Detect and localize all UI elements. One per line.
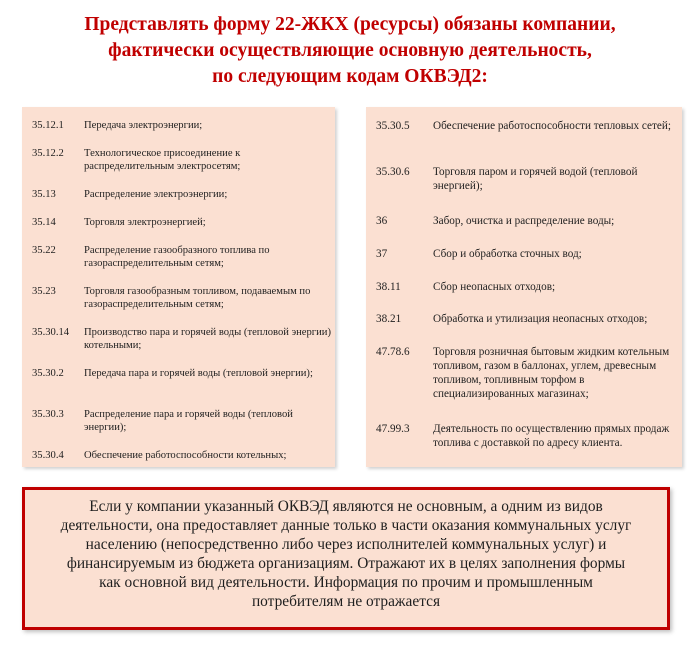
okved-description: Распределение пара и горячей воды (тепловой энергии); [84, 409, 293, 433]
okved-description: Распределение электроэнергии; [84, 189, 228, 200]
okved-code: 47.99.3 [376, 423, 410, 435]
okved-code: 35.12.1 [32, 120, 64, 131]
okved-description: Забор, очистка и распределение воды; [433, 215, 615, 227]
okved-description: Производство пара и горячей воды (тепловой энергии) котельными; [84, 327, 332, 351]
okved-code: 35.30.6 [376, 166, 410, 178]
note-line: Если у компании указанный ОКВЭД являются не основным, а одним из видов [89, 498, 603, 515]
note-line: деятельности, она предоставляет данные только в части оказания коммунальных услуг [60, 517, 632, 534]
note-line: как основной вид деятельности. Информация по прочим и промышленным [99, 574, 593, 591]
okved-description: Деятельность по осуществлению прямых продаж топлива с доставкой по адресу клиента. [433, 423, 670, 449]
title-line-2: фактически осуществляющие основную деятельность, [108, 40, 592, 61]
okved-code: 35.30.5 [376, 120, 410, 132]
okved-code: 36 [376, 215, 388, 227]
okved-code: 35.22 [32, 245, 56, 256]
okved-code: 35.12.2 [32, 148, 64, 159]
note-line: финансируемым из бюджета организациям. Отражают их в целях заполнения формы [66, 555, 626, 572]
okved-description: Распределение газообразного топлива по газораспределительным сетям; [84, 245, 270, 269]
info-note-text [25, 497, 667, 611]
okved-description: Сбор неопасных отходов; [433, 281, 556, 293]
note-line: населению (непосредственно либо через исполнителей коммунальных услуг) и [85, 536, 607, 553]
okved-list-right [366, 107, 682, 467]
okved-code: 38.11 [376, 281, 401, 293]
okved-description: Обработка и утилизация неопасных отходов; [433, 313, 648, 325]
okved-code: 35.30.2 [32, 368, 64, 379]
okved-description: Обеспечение работоспособности тепловых сетей; [433, 120, 671, 132]
okved-code: 35.30.4 [32, 450, 64, 461]
okved-code: 35.13 [32, 189, 56, 200]
info-note-box [22, 487, 670, 630]
okved-code: 35.14 [32, 217, 56, 228]
okved-description: Передача пара и горячей воды (тепловой энергии); [84, 368, 313, 379]
page-title [0, 12, 700, 90]
okved-description: Торговля газообразным топливом, подаваемым по газораспределительным сетям; [84, 286, 311, 310]
okved-code: 35.23 [32, 286, 56, 297]
okved-list-left [22, 107, 335, 467]
okved-code: 37 [376, 248, 388, 260]
okved-description: Сбор и обработка сточных вод; [433, 248, 582, 260]
note-line: потребителям не отражается [251, 593, 441, 610]
okved-code: 47.78.6 [376, 346, 410, 358]
okved-description: Торговля паром и горячей водой (тепловой энергией); [433, 166, 638, 192]
okved-description: Торговля электроэнергией; [84, 217, 206, 228]
title-line-3: по следующим кодам ОКВЭД2: [212, 66, 488, 87]
okved-code: 35.30.14 [32, 327, 70, 338]
okved-description: Передача электроэнергии; [84, 120, 203, 131]
okved-description: Обеспечение работоспособности котельных; [84, 450, 287, 461]
okved-code: 35.30.3 [32, 409, 64, 420]
okved-description: Торговля розничная бытовым жидким котельным топливом, газом в баллонах, углем, древесным топливом, топливным торфом в специализированных магазинах; [433, 346, 670, 400]
okved-code: 38.21 [376, 313, 402, 325]
okved-description: Технологическое присоединение к распределительным электросетям; [84, 148, 241, 172]
title-line-1: Представлять форму 22-ЖКХ (ресурсы) обязаны компании, [84, 14, 616, 35]
